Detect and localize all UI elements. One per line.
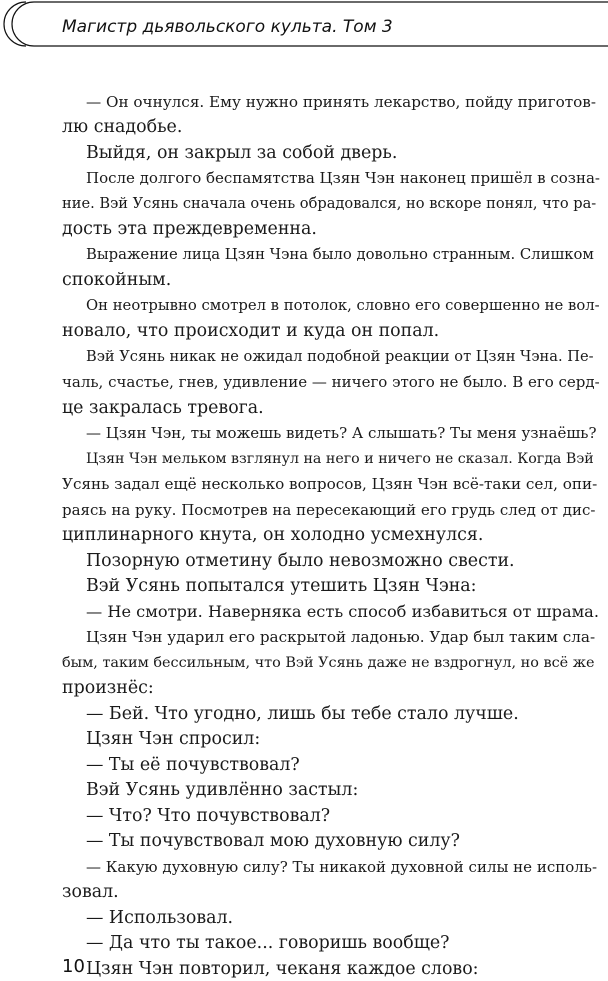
text-line: ние. Вэй Усянь сначала очень обрадовался, но вскоре понял, что ра- <box>62 195 597 212</box>
text-line: Вэй Усянь удивлённо застыл: <box>86 780 359 800</box>
text-line: После долгого беспамятства Цзян Чэн наконец пришёл в созна- <box>86 169 600 187</box>
text-line: Выражение лица Цзян Чэна было довольно странным. Слишком <box>86 246 594 263</box>
text-line: — Ты почувствовал мою духовную силу? <box>86 831 460 851</box>
text-line: зовал. <box>62 882 119 902</box>
text-line: спокойным. <box>62 270 172 290</box>
text-line: — Ты её почувствовал? <box>86 755 300 775</box>
text-line: — Цзян Чэн, ты можешь видеть? А слышать? Ты меня узнаёшь? <box>86 424 597 442</box>
text-line: Цзян Чэн повторил, чеканя каждое слово: <box>86 959 479 979</box>
text-line: произнёс: <box>62 678 154 698</box>
text-line: — Бей. Что угодно, лишь бы тебе стало лучше. <box>86 704 519 724</box>
text-line: — Какую духовную силу? Ты никакой духовной силы не исполь- <box>86 858 598 876</box>
text-line: Он неотрывно смотрел в потолок, словно его совершенно не вол- <box>86 297 600 314</box>
text-line: чаль, счастье, гнев, удивление — ничего этого не было. В его серд- <box>62 373 600 391</box>
text-line: Позорную отметину было невозможно свести. <box>86 551 515 571</box>
text-line: Цзян Чэн спросил: <box>86 729 261 749</box>
text-line: це закралась тревога. <box>62 398 264 418</box>
text-line: дость эта преждевременна. <box>62 219 317 239</box>
text-line: Вэй Усянь попытался утешить Цзян Чэна: <box>86 576 477 596</box>
text-line: раясь на руку. Посмотрев на пересекающий его грудь след от дис- <box>62 501 596 519</box>
text-line: Вэй Усянь никак не ожидал подобной реакции от Цзян Чэна. Пе- <box>86 348 594 365</box>
text-line: Усянь задал ещё несколько вопросов, Цзян Чэн всё-таки сел, опи- <box>62 475 598 493</box>
running-title: Магистр дьявольского культа. Том 3 <box>62 17 393 37</box>
text-line: циплинарного кнута, он холодно усмехнулся. <box>62 525 484 545</box>
text-line: Выйдя, он закрыл за собой дверь. <box>86 143 398 163</box>
text-line: Цзян Чэн мельком взглянул на него и ничего не сказал. Когда Вэй <box>86 451 594 467</box>
text-line: бым, таким бессильным, что Вэй Усянь даже не вздрогнул, но всё же <box>62 655 595 671</box>
text-line: — Да что ты такое... говоришь вообще? <box>86 933 450 953</box>
text-line: лю снадобье. <box>62 117 183 137</box>
text-line: — Не смотри. Наверняка есть способ избавиться от шрама. <box>86 602 599 621</box>
text-line: — Он очнулся. Ему нужно принять лекарство, пойду приготов- <box>86 93 596 111</box>
page-number: 10 <box>62 956 85 977</box>
text-line: Цзян Чэн ударил его раскрытой ладонью. Удар был таким сла- <box>86 628 596 646</box>
text-line: — Использовал. <box>86 908 234 928</box>
text-line: новало, что происходит и куда он попал. <box>62 321 440 341</box>
text-line: — Что? Что почувствовал? <box>86 806 331 826</box>
